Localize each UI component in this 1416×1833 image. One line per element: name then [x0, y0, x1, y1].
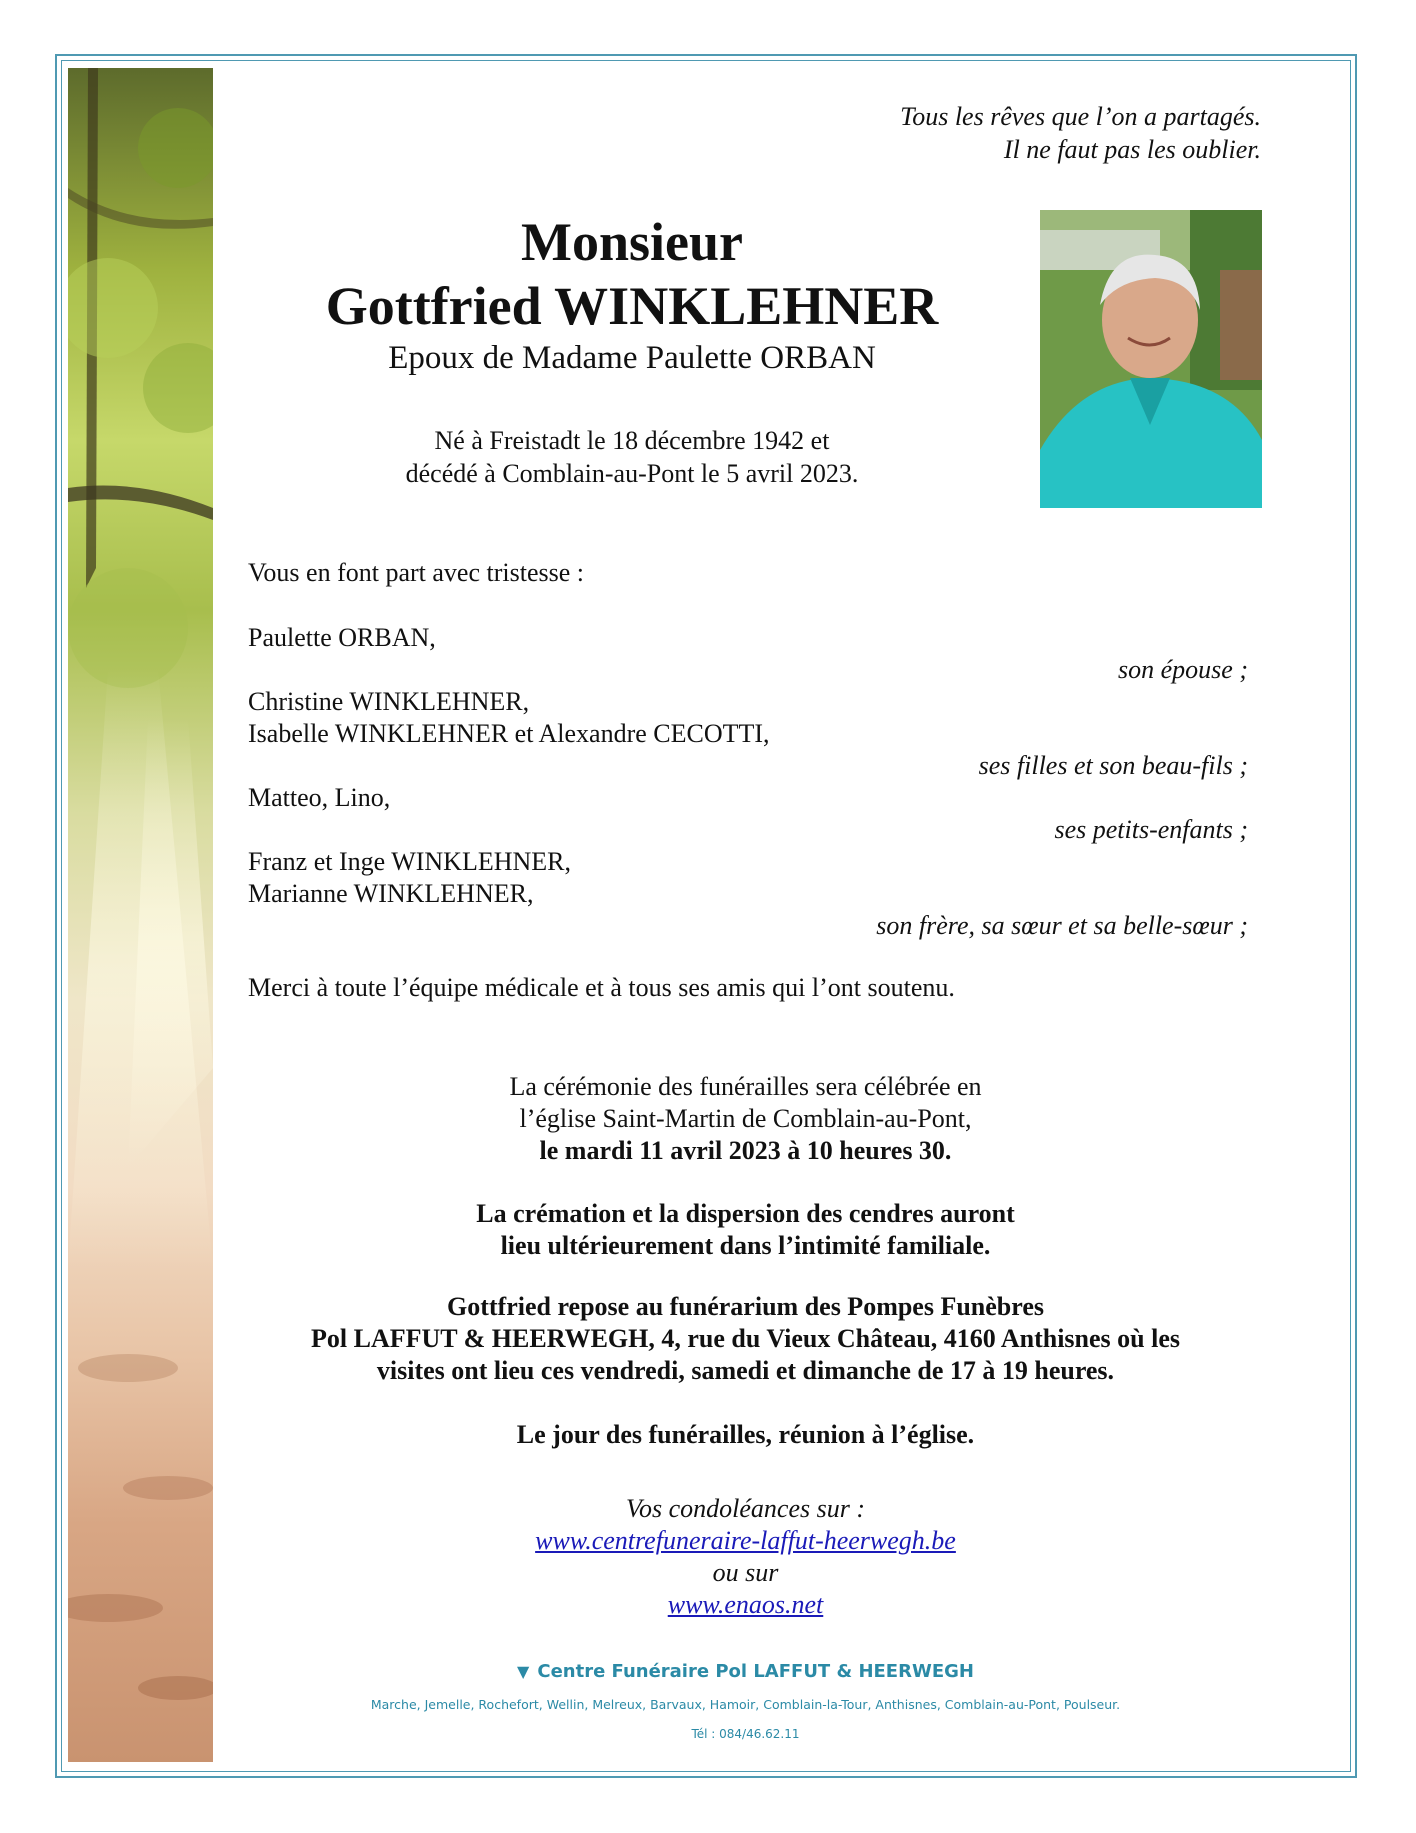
cremation-line-1: La crémation et la dispersion des cendres auront: [476, 1199, 1015, 1228]
family-group-siblings: [248, 846, 571, 910]
funeral-home-phone: Tél : 084/46.62.11: [691, 1727, 800, 1741]
ceremony-datetime: le mardi 11 avril 2023 à 10 heures 30.: [539, 1136, 952, 1165]
birth-death-dates: [232, 424, 1032, 490]
forest-path-illustration: [68, 68, 213, 1762]
family-member-name: Isabelle WINKLEHNER et Alexandre CECOTTI,: [248, 719, 770, 748]
visitation-line-3: visites ont lieu ces vendredi, samedi et dimanche de 17 à 19 heures.: [376, 1356, 1115, 1385]
family-group-grandchildren: [248, 782, 390, 814]
ceremony-line-2: l’église Saint-Martin de Comblain-au-Pont,: [519, 1104, 972, 1133]
family-relation-spouse: son épouse ;: [1118, 655, 1248, 684]
spouse-line: Epoux de Madame Paulette ORBAN: [388, 340, 876, 376]
funeral-home-name: [248, 1661, 1243, 1682]
quote-line-1: Tous les rêves que l’on a partagés.: [900, 102, 1261, 131]
portrait-illustration: [1040, 210, 1262, 508]
family-relation-daughters: ses filles et son beau-fils ;: [978, 751, 1248, 780]
birth-line: Né à Freistadt le 18 décembre 1942 et: [434, 426, 830, 455]
visitation-line-2: Pol LAFFUT & HEERWEGH, 4, rue du Vieux Château, 4160 Anthisnes où les: [311, 1324, 1180, 1353]
family-relation-grandchildren: ses petits-enfants ;: [1054, 815, 1248, 844]
family-member-name: Franz et Inge WINKLEHNER,: [248, 847, 571, 876]
announcement-line: Vous en font part avec tristesse :: [248, 558, 584, 587]
deceased-name: Gottfried WINKLEHNER: [325, 276, 939, 336]
cremation-info: [248, 1198, 1243, 1262]
condolences-block: [248, 1493, 1243, 1621]
funeral-home-label: Centre Funéraire Pol LAFFUT & HEERWEGH: [537, 1661, 974, 1682]
condolences-link-laffut[interactable]: www.centrefuneraire-laffut-heerwegh.be: [535, 1526, 956, 1555]
family-member-name: Marianne WINKLEHNER,: [248, 879, 534, 908]
death-line: décédé à Comblain-au-Pont le 5 avril 2023.: [405, 459, 859, 488]
family-member-name: Matteo, Lino,: [248, 783, 391, 812]
ceremony-info: [248, 1071, 1243, 1167]
cremation-line-2: lieu ultérieurement dans l’intimité familiale.: [500, 1231, 991, 1260]
condolences-intro: Vos condoléances sur :: [625, 1494, 865, 1523]
funeral-day-info: Le jour des funérailles, réunion à l’église.: [516, 1420, 975, 1449]
family-group-daughters: [248, 686, 770, 750]
condolences-or: ou sur: [712, 1558, 779, 1587]
condolences-link-enaos[interactable]: www.enaos.net: [667, 1590, 824, 1619]
visitation-line-1: Gottfried repose au funérarium des Pompes Funèbres: [447, 1292, 1044, 1321]
quote-line-2: Il ne faut pas les oublier.: [1003, 135, 1261, 164]
honorific: Monsieur: [521, 212, 743, 272]
ceremony-line-1: La cérémonie des funérailles sera célébrée en: [509, 1072, 982, 1101]
family-member-name: Paulette ORBAN,: [248, 623, 436, 652]
family-relation-siblings: son frère, sa sœur et sa belle-sœur ;: [876, 911, 1248, 940]
family-group-spouse: [248, 622, 436, 654]
visitation-info: [248, 1291, 1243, 1387]
triangle-down-icon: ▼: [517, 1662, 530, 1681]
opening-quote: [900, 100, 1261, 166]
family-member-name: Christine WINKLEHNER,: [248, 687, 530, 716]
portrait-photo: [1040, 210, 1262, 508]
forest-path-decorative-image: [68, 68, 213, 1762]
thanks-line: Merci à toute l’équipe médicale et à tous ses amis qui l’ont soutenu.: [248, 973, 955, 1002]
funeral-home-towns: Marche, Jemelle, Rochefort, Wellin, Melreux, Barvaux, Hamoir, Comblain-la-Tour, Anthisnes, Comblain-au-Pont, Poulseur.: [370, 1697, 1121, 1712]
deceased-heading: [232, 210, 1032, 338]
